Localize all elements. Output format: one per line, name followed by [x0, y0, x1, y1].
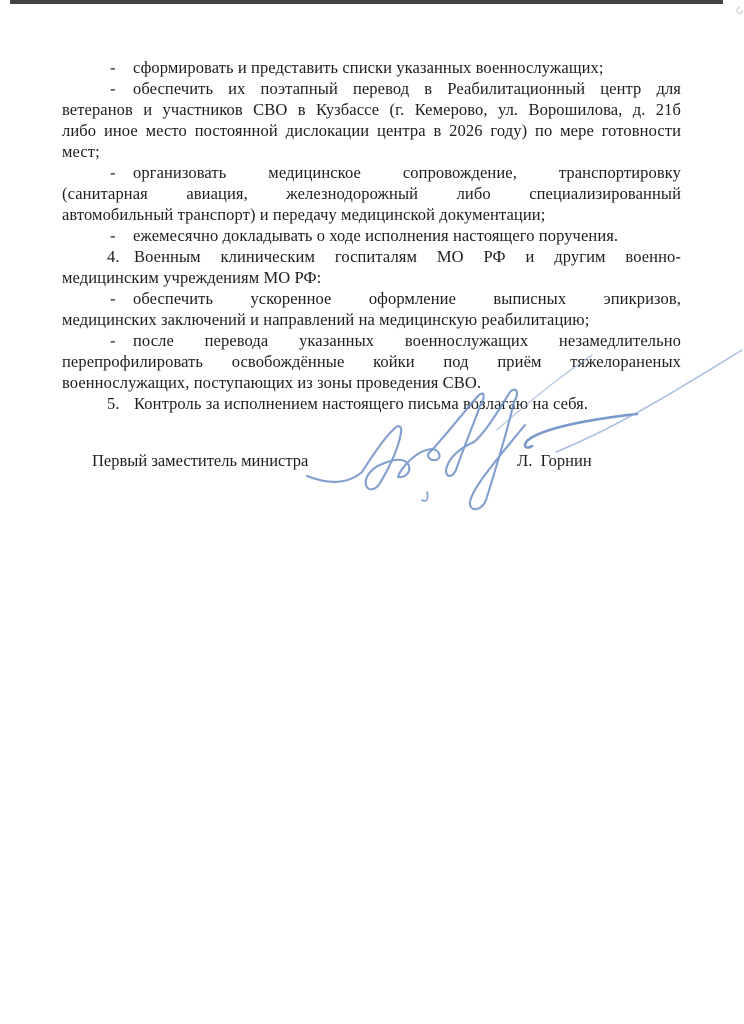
letter-line: [62, 57, 681, 78]
line-text: медицинским учреждениям МО РФ:: [62, 268, 322, 287]
signature-stroke-tick: [422, 492, 428, 501]
letter-line: [62, 78, 681, 99]
letter-line: [62, 183, 681, 204]
letter-line: [62, 267, 681, 288]
line-text: после перевода указанных военнослужащих незамедлительно: [133, 331, 681, 350]
letter-line: [62, 204, 681, 225]
line-text: военнослужащих, поступающих из зоны проведения СВО.: [62, 373, 482, 392]
list-dash: -: [110, 79, 116, 98]
line-text: (санитарная авиация, железнодорожный либо специализированный: [62, 184, 681, 203]
letter-line: [62, 309, 681, 330]
item-number: 4.: [107, 247, 120, 266]
list-dash: -: [110, 226, 116, 245]
signature-stroke-swoosh: [525, 414, 637, 448]
letter-body: [62, 57, 681, 414]
letter-line: [62, 288, 681, 309]
letter-line: [62, 99, 681, 120]
line-text: перепрофилировать освобождённые койки под приём тяжелораненых: [62, 352, 681, 371]
line-text: сформировать и представить списки указанных военнослужащих;: [133, 58, 604, 77]
line-text: организовать медицинское сопровождение, транспортировку: [133, 163, 681, 182]
list-dash: -: [110, 289, 116, 308]
line-text: ежемесячно докладывать о ходе исполнения настоящего поручения.: [133, 226, 619, 245]
list-dash: -: [110, 331, 116, 350]
letter-line: [62, 141, 681, 162]
line-text: Военным клиническим госпиталям МО РФ и другим военно-: [134, 247, 681, 266]
list-dash: -: [110, 58, 116, 77]
letter-line: [62, 162, 681, 183]
letter-line: [62, 351, 681, 372]
signer-title: Первый заместитель министра: [92, 451, 309, 470]
line-text: обеспечить ускоренное оформление выписных эпикризов,: [133, 289, 681, 308]
letter-line: [62, 393, 681, 414]
letter-line: [62, 225, 681, 246]
line-text: мест;: [62, 142, 100, 161]
letter-line: [62, 372, 681, 393]
line-text: Контроль за исполнением настоящего письма возлагаю на себя.: [134, 394, 589, 413]
scanner-edge-artifact: [10, 0, 723, 4]
list-dash: -: [110, 163, 116, 182]
line-text: обеспечить их поэтапный перевод в Реабилитационный центр для: [133, 79, 681, 98]
line-text: либо иное место постоянной дислокации центра в 2026 году) по мере готовности: [62, 121, 681, 140]
line-text: ветеранов и участников СВО в Кузбассе (г. Кемерово, ул. Ворошилова, д. 21б: [62, 100, 681, 119]
line-text: медицинских заключений и направлений на медицинскую реабилитацию;: [62, 310, 590, 329]
letter-line: [62, 120, 681, 141]
letter-line: [62, 246, 681, 267]
signer-name: Л. Горнин: [517, 451, 592, 470]
letter-line: [62, 330, 681, 351]
item-number: 5.: [107, 394, 120, 413]
corner-pen-mark: [726, 4, 744, 22]
line-text: автомобильный транспорт) и передачу медицинской документации;: [62, 205, 546, 224]
